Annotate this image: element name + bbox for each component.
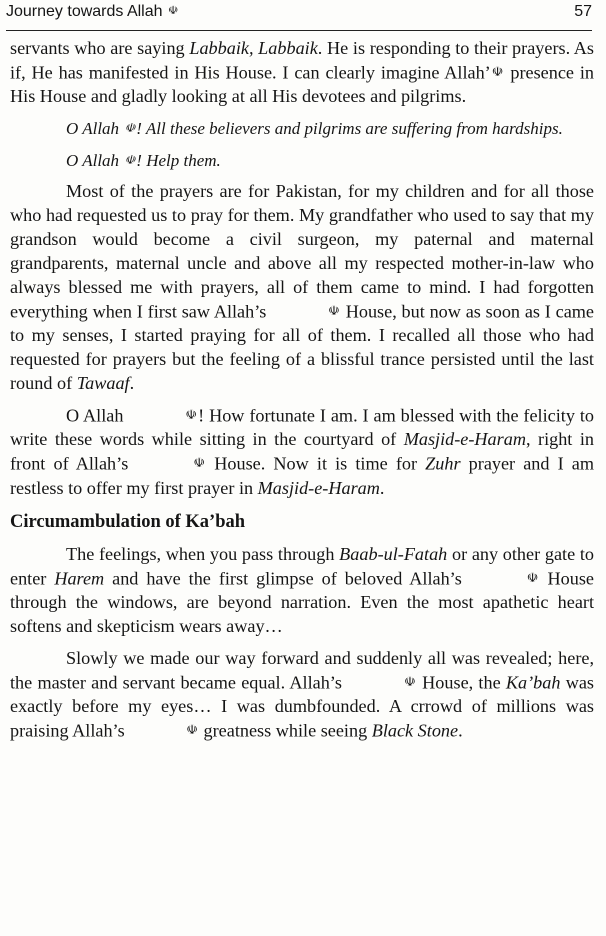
quote-1: O Allah ☫! All these believers and pilgrims are suffering from hardships. — [66, 116, 594, 141]
paragraph-2: Most of the prayers are for Pakistan, for my children and for all those who had requested us to pray for them. My grandfather who used to say that my grandson would become a civil surgeon, my paternal and maternal grandparents, maternal uncle and above all my respected mother-in-law who always blessed me with prayers, all of them came to mind. I had forgotten everything when I first saw Allah’s ☫ House, but now as soon as I came to my senses, I started praying for all of them. I recalled all those who had requested for prayers but the feeling of a blissful trance persisted until the last round of Tawaaf. — [10, 180, 595, 394]
page-body — [10, 36, 594, 751]
allah-symbol-icon: ☫ — [526, 569, 539, 585]
allah-symbol-icon: ☫ — [185, 407, 198, 423]
allah-symbol-icon: ☫ — [328, 302, 340, 318]
allah-symbol-icon: ☫ — [124, 152, 136, 167]
quote-2: O Allah ☫! Help them. — [66, 148, 594, 173]
allah-symbol-icon: ☫ — [186, 722, 198, 738]
page-number: 57 — [574, 3, 592, 20]
section-heading: Circumambulation of Ka’bah — [10, 511, 246, 532]
paragraph-3: O Allah ☫! How fortunate I am. I am blessed with the felicity to write these words while sitting in the courtyard of Masjid-e-Haram, right in front of Allah’s ☫ House. Now it is time for Zuhr prayer and I am restless to offer my first prayer in Masjid-e-Haram. — [10, 403, 594, 500]
book-title: Journey towards Allah ☫ — [6, 3, 179, 21]
allah-symbol-icon: ☫ — [193, 455, 206, 471]
paragraph-5: Slowly we made our way forward and suddenly all was revealed; here, the master and servant became equal. Allah’s ☫ House, the Ka’bah was exactly before my eyes… I was dumbfounded. A crrowd of millions was praising Allah’s ☫ greatness while seeing Black Stone. — [10, 648, 594, 741]
paragraph-4: The feelings, when you pass through Baab-ul-Fatah or any other gate to enter Harem and have the first glimpse of beloved Allah’s ☫ House through the windows, are beyond narration. Even the most apathetic heart softens and skepticism wears away… — [10, 543, 594, 637]
allah-symbol-icon: ☫ — [491, 64, 504, 79]
running-header — [6, 0, 592, 31]
paragraph-1: servants who are saying Labbaik, Labbaik. He is responding to their prayers. As if, He has manifested in His House. I can clearly imagine Allah’☫ presence in His House and gladly looking at all His devotees and pilgrims. — [10, 38, 595, 107]
allah-symbol-icon: ☫ — [167, 5, 179, 17]
allah-symbol-icon: ☫ — [404, 674, 416, 690]
allah-symbol-icon: ☫ — [124, 121, 136, 136]
